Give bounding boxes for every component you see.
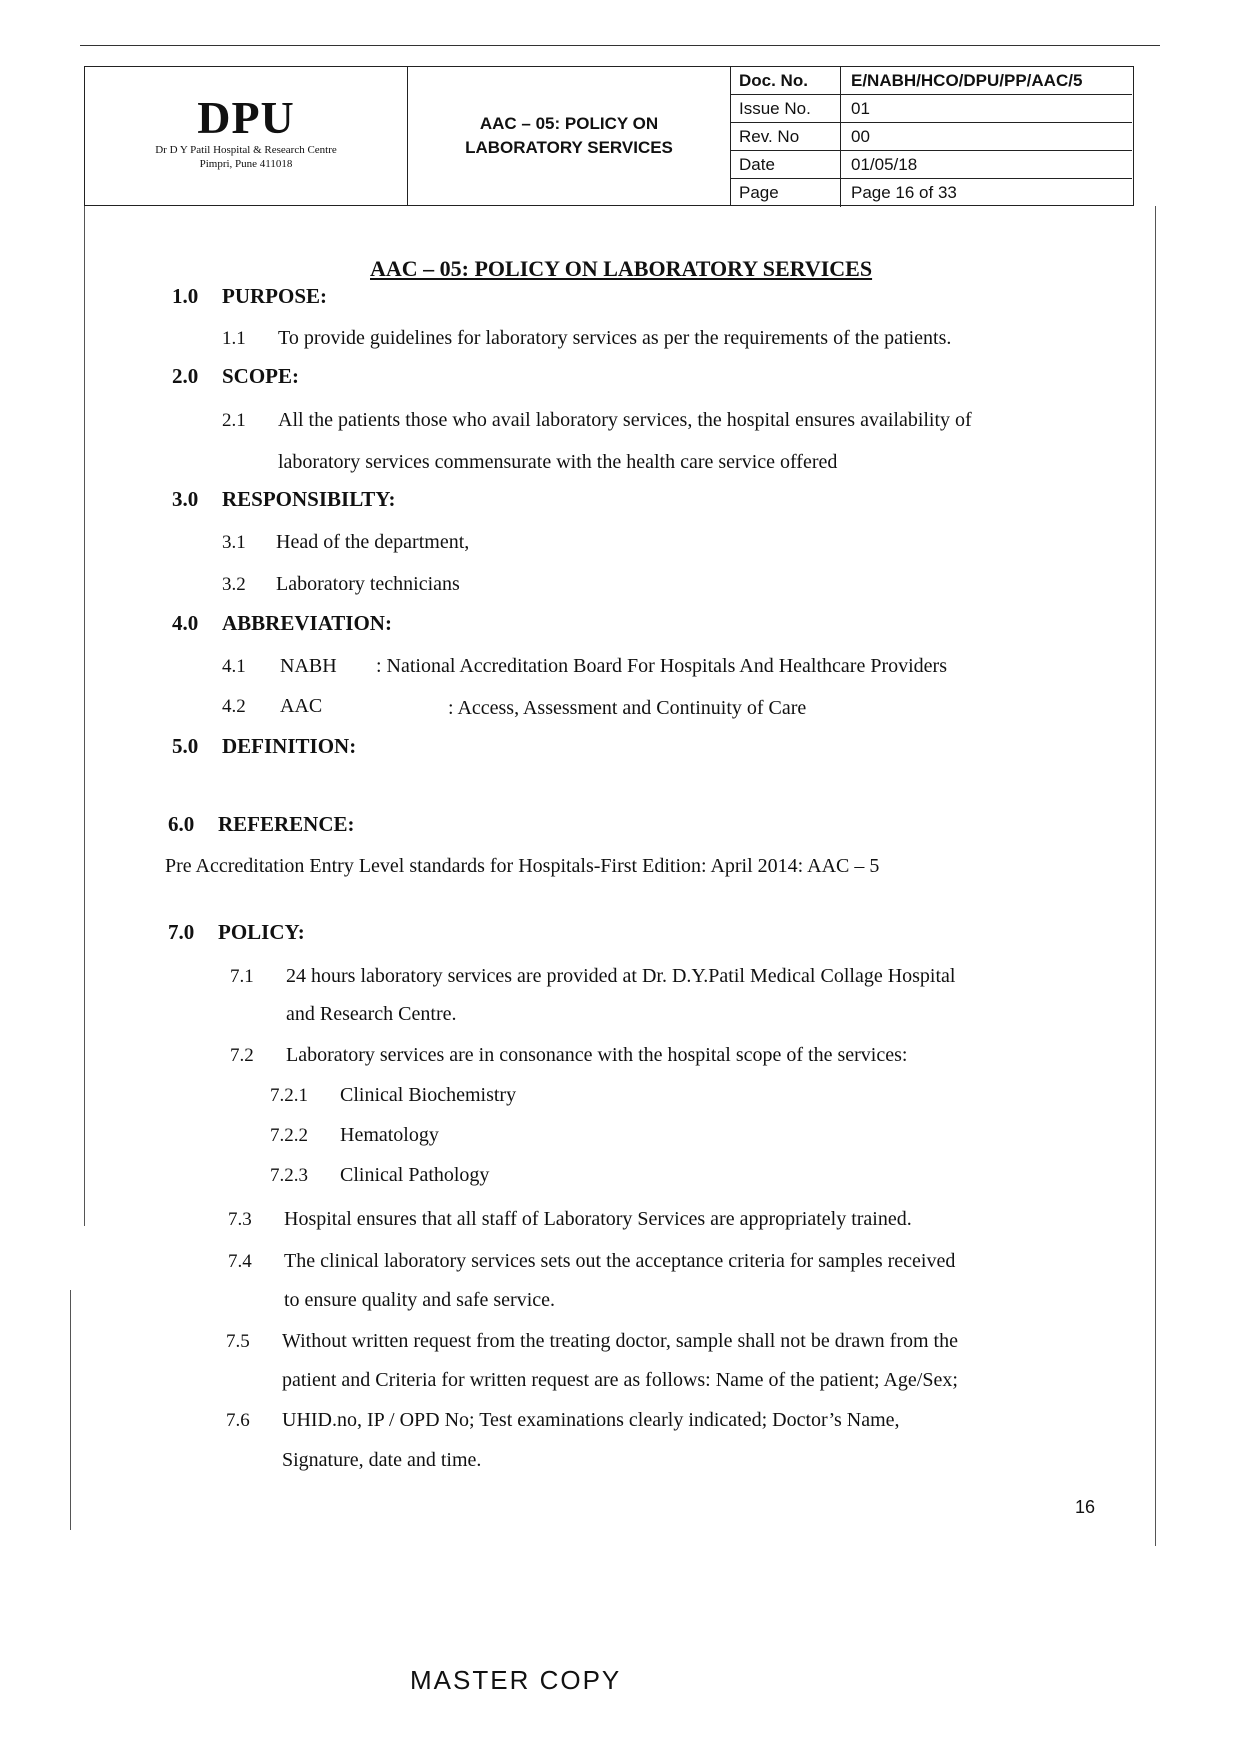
meta-value: 01/05/18 (851, 155, 918, 174)
item-number: 7.1 (230, 966, 254, 987)
section-title-abbreviation: ABBREVIATION: (222, 611, 392, 635)
item-text: Hematology (340, 1124, 439, 1146)
meta-label: Issue No. (731, 95, 841, 122)
document-header (84, 66, 1134, 206)
header-title-cell (408, 67, 731, 205)
top-rule (80, 45, 1160, 46)
meta-label: Date (731, 151, 841, 178)
item-text: Clinical Pathology (340, 1164, 490, 1186)
item-text: Head of the department, (276, 531, 470, 553)
section-number: 1.0 (172, 284, 199, 308)
item-number: 4.1 (222, 656, 246, 677)
section-title-purpose: PURPOSE: (222, 284, 327, 308)
item-text: The clinical laboratory services sets out the acceptance criteria for samples received (284, 1250, 956, 1272)
meta-row-rev-no (731, 123, 1132, 151)
section-number: 6.0 (168, 812, 195, 836)
item-text: To provide guidelines for laboratory services as per the requirements of the patients. (278, 327, 952, 349)
meta-label: Doc. No. (731, 67, 841, 94)
section-title-responsibility: RESPONSIBILTY: (222, 487, 396, 511)
left-border-line (84, 206, 85, 1226)
meta-label: Page (731, 179, 841, 207)
item-text: to ensure quality and safe service. (284, 1289, 556, 1311)
item-number: 4.2 (222, 696, 246, 717)
section-number: 2.0 (172, 364, 199, 388)
item-text: patient and Criteria for written request are as follows: Name of the patient; Age/Sex; (282, 1369, 958, 1391)
meta-value: 00 (851, 127, 870, 146)
item-number: 7.2.2 (270, 1125, 308, 1146)
abbreviation-term: NABH (280, 655, 337, 677)
item-text: Laboratory services are in consonance with the hospital scope of the services: (286, 1044, 908, 1066)
header-title-line2: LABORATORY SERVICES (465, 138, 673, 157)
meta-row-issue-no (731, 95, 1132, 123)
page-number: 16 (1075, 1497, 1096, 1517)
meta-value: 01 (851, 99, 870, 118)
item-text: Hospital ensures that all staff of Laboratory Services are appropriately trained. (284, 1208, 912, 1230)
section-number: 5.0 (172, 734, 199, 758)
section-title-reference: REFERENCE: (218, 812, 355, 836)
item-text: All the patients those who avail laboratory services, the hospital ensures availability of (278, 409, 972, 431)
item-text: Signature, date and time. (282, 1449, 482, 1471)
item-text: and Research Centre. (286, 1003, 457, 1025)
item-text: Without written request from the treating doctor, sample shall not be drawn from the (282, 1330, 958, 1352)
item-number: 1.1 (222, 328, 246, 349)
master-copy-stamp: MASTER COPY (410, 1665, 622, 1695)
meta-row-doc-no (731, 67, 1132, 95)
item-text: 24 hours laboratory services are provided at Dr. D.Y.Patil Medical Collage Hospital (286, 965, 956, 987)
meta-value: E/NABH/HCO/DPU/PP/AAC/5 (851, 71, 1083, 90)
item-number: 3.2 (222, 574, 246, 595)
section-number: 4.0 (172, 611, 199, 635)
meta-value: Page 16 of 33 (851, 183, 957, 202)
item-text: laboratory services commensurate with the health care service offered (278, 451, 838, 473)
abbreviation-term: AAC (280, 695, 323, 717)
abbreviation-definition: : National Accreditation Board For Hospitals And Healthcare Providers (376, 655, 947, 677)
meta-row-page (731, 179, 1132, 207)
dpu-logo: DPU (197, 92, 295, 143)
section-title-policy: POLICY: (218, 920, 305, 944)
header-meta-table (731, 67, 1132, 205)
item-number: 7.6 (226, 1410, 250, 1431)
reference-text: Pre Accreditation Entry Level standards for Hospitals-First Edition: April 2014: AAC – 5 (165, 855, 880, 877)
header-logo-cell (85, 67, 408, 205)
section-number: 3.0 (172, 487, 199, 511)
abbreviation-definition: : Access, Assessment and Continuity of Care (448, 697, 807, 719)
item-number: 7.2.3 (270, 1165, 308, 1186)
hospital-name: Dr D Y Patil Hospital & Research Centre (155, 144, 337, 156)
item-number: 2.1 (222, 410, 246, 431)
item-text: Laboratory technicians (276, 573, 460, 595)
meta-row-date (731, 151, 1132, 179)
item-number: 7.3 (228, 1209, 252, 1230)
section-title-scope: SCOPE: (222, 364, 300, 388)
hospital-address: Pimpri, Pune 411018 (199, 158, 293, 170)
item-text: UHID.no, IP / OPD No; Test examinations clearly indicated; Doctor’s Name, (282, 1409, 900, 1431)
item-number: 7.4 (228, 1251, 252, 1272)
item-number: 7.5 (226, 1331, 250, 1352)
item-number: 7.2 (230, 1045, 254, 1066)
section-title-definition: DEFINITION: (222, 734, 357, 758)
meta-label: Rev. No (731, 123, 841, 150)
left-border-line-lower (70, 1290, 71, 1530)
item-number: 7.2.1 (270, 1085, 308, 1106)
header-title-line1: AAC – 05: POLICY ON (479, 114, 659, 133)
item-text: Clinical Biochemistry (340, 1084, 517, 1106)
document-title: AAC – 05: POLICY ON LABORATORY SERVICES (370, 256, 873, 281)
right-border-line (1155, 206, 1156, 1546)
item-number: 3.1 (222, 532, 246, 553)
section-number: 7.0 (168, 920, 195, 944)
